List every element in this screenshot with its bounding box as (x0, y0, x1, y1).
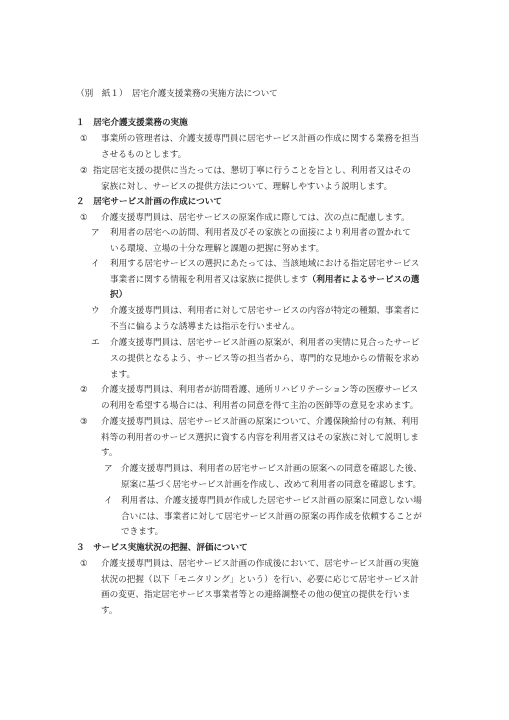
paragraph-line: ます。 (110, 370, 136, 380)
list-item-number: ② (80, 385, 88, 395)
sub-item-marker: ア (104, 464, 113, 474)
paragraph-line: 介護支援専門員は、居宅サービス計画の原案について、介護保険給付の有無、利用 (101, 417, 419, 427)
paragraph-line: 介護支援専門員は、居宅サービス計画の原案が、利用者の実情に見合ったサービ (110, 338, 420, 348)
paragraph-line: 介護支援専門員は、利用者が訪問看護、通所リハビリテーション等の医療サービス (101, 385, 419, 395)
sub-item-marker: イ (104, 496, 113, 506)
paragraph-line: 介護支援専門員は、利用者に対して居宅サービスの内容が特定の種類、事業者に (110, 306, 420, 316)
sub-item-marker: ウ (91, 306, 100, 316)
paragraph-line: 合いには、事業者に対して居宅サービス計画の原案の再作成を依頼することが (121, 512, 422, 522)
paragraph-line: させるものとします。 (101, 150, 187, 160)
list-item-number: ① (80, 213, 88, 223)
paragraph-line: 介護支援専門員は、利用者の居宅サービス計画の原案への同意を確認した後、 (121, 464, 422, 474)
paragraph-line: 介護支援専門員は、居宅サービス計画の作成後において、居宅サービス計画の実施 (101, 559, 419, 569)
list-item-number: ① (80, 134, 88, 144)
paragraph-line: す。 (101, 606, 118, 616)
list-item-number: ① (80, 559, 88, 569)
paragraph-line: 指定居宅支援の提供に当たっては、懇切丁寧に行うことを旨とし、利用者又はその (93, 166, 411, 176)
paragraph-line: 介護支援専門員は、居宅サービスの原案作成に際しては、次の点に配慮します。 (101, 213, 410, 223)
paragraph-line: す。 (101, 448, 118, 458)
section-2-heading: ２ 居宅サービス計画の作成について (76, 197, 222, 207)
list-item-number: ② (80, 166, 88, 176)
sub-item-marker: ア (91, 228, 100, 238)
paragraph-line: の利用を希望する場合には、利用者の同意を得て主治の医師等の意見を求めます。 (101, 401, 419, 411)
paragraph-line: 事業所の管理者は、介護支援専門員に居宅サービス計画の作成に関する業務を担当 (101, 134, 419, 144)
paragraph-line: 利用者の居宅への訪問、利用者及びその家族との面接により利用者の置かれて (110, 228, 411, 238)
paragraph-line: できます。 (121, 527, 164, 537)
paragraph-line: 画の変更、指定居宅サービス事業者等との連絡調整その他の便宜の提供を行いま (101, 590, 411, 600)
sub-item-marker: イ (91, 259, 100, 269)
paragraph-text: 事業者に関する情報を利用者又は家族に提供します (110, 275, 308, 285)
paragraph-line: 択） (110, 290, 128, 300)
emphasis-text: （利用者によるサービスの選 (307, 275, 420, 285)
document-title: （別 紙１） 居宅介護支援業務の実施方法について (76, 89, 278, 99)
sub-item-marker: エ (91, 338, 100, 348)
paragraph-line: いる環境、立場の十分な理解と課題の把握に努めます。 (110, 244, 325, 254)
section-3-heading: ３ サービス実施状況の把握、評価について (76, 543, 248, 553)
paragraph-line: 不当に偏るような誘導または指示を行いません。 (110, 322, 300, 332)
paragraph-line: 料等の利用者のサービス選択に資する内容を利用者又はその家族に対して説明しま (101, 433, 419, 443)
paragraph-line: 利用する居宅サービスの選択にあたっては、当該地域における指定居宅サービス (110, 259, 420, 269)
paragraph-line: 状況の把握（以下「モニタリング」という）を行い、必要に応じて居宅サービス計 (101, 575, 419, 585)
paragraph-line: 利用者は、介護支援専門員が作成した居宅サービス計画の原案に同意しない場 (121, 496, 422, 506)
paragraph-line: 原案に基づく居宅サービス計画を作成し、改めて利用者の同意を確認します。 (121, 480, 422, 490)
section-1-heading: １ 居宅介護支援業務の実施 (76, 118, 188, 128)
paragraph-line (110, 274, 419, 286)
list-item-number: ③ (80, 417, 88, 427)
paragraph-line: スの提供となるよう、サービス等の担当者から、専門的な見地からの情報を求め (110, 354, 420, 364)
paragraph-line: 家族に対し、サービスの提供方法について、理解しやすいよう説明します。 (101, 182, 393, 192)
